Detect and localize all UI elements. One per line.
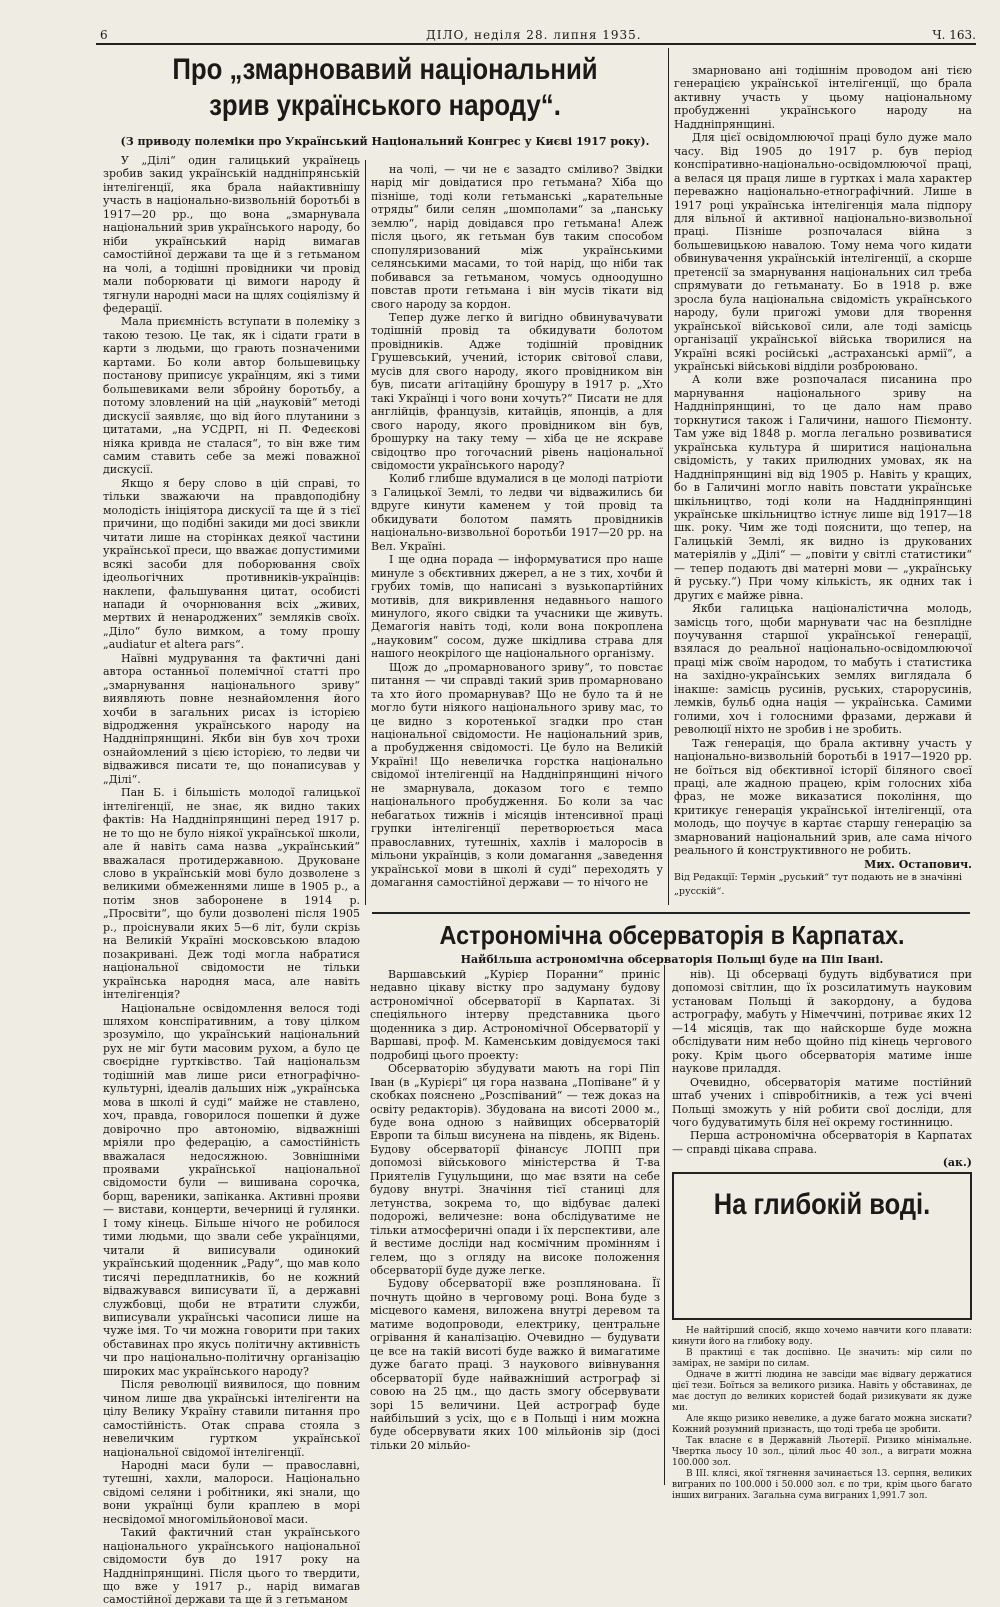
paragraph: Перша астрономічна обсерваторія в Карпатах — справді цікава справа. xyxy=(672,1129,972,1156)
article-column-1 xyxy=(103,154,360,1607)
column-rule xyxy=(668,48,669,905)
column-rule xyxy=(372,912,970,914)
ad-line: Не найтірший спосіб, якщо хочемо навчити кого плавати: кинути його на глибоку воду. xyxy=(672,1326,972,1347)
paragraph: Пан Б. і більшість молодої галицької інтелігенції, не знає, як видно таких фактів: На Наддніпрянщині перед 1917 р. не то що не було ніякої української школи, але й навіть сама назва „український“ вважалася протидержавною. Друковане слово в українській мові було дозволене з великими обмеженнями лише в 1905 р., а потім знов заборонене в 1914 р. „Просвіти“, що були дозволені після 1905 р., проіснували яких 5—6 літ, були скрізь на Великій Україні московською владою позакривані. Деж тоді могла набратися національної свідомости не тільки українська народня маса, але навіть інтелігенція? xyxy=(103,786,360,1002)
astronomy-title: Астрономічна обсерваторія в Карпатах. xyxy=(439,920,905,950)
paragraph: Для цієї освідомлюючої праці було дуже мало часу. Від 1905 до 1917 р. був період конспіративно-національно-освідомлюючої праці, а велася ця праця лише в гуртках і мала характер переважно національно-етнографічний. Лише в 1917 році українська інтелігенція мала підпору для вільної й активної національно-визвольної праці. Пізніше розпочалася війна з большевицькою навалою. Тому нема чого кидати обвинувачення українській інтелігенції, а скорше претенсії за змарнування національних сил треба спрямувати до гетьманату. Бо в 1918 р. вже зросла була національна свідомість українського народу, були пригожі умови для творення української військової сили, але тоді замісць організації української війська творилися на Україні всякі російські „астраханські армії“, а українські військові відділи розброювано. xyxy=(674,131,972,373)
paragraph: І ще одна порада — інформуватися про наше минуле з обєктивних джерел, а не з тих, хочби й грубих томів, що написані з вузькопартійних мотивів, для викривлення недавнього нашого минулого, якого свідки та учасники ще живуть. Демагогія навіть тоді, коли вона покроплена „науковим“ сосом, дуже шкідлива страва для нашого неокрілого ще національного організму. xyxy=(371,553,663,661)
advertisement-text xyxy=(672,1326,972,1502)
advertisement-box xyxy=(672,1172,972,1320)
paragraph: Мала приємність вступати в полеміку з такою тезою. Це так, як і сідати грати в карти з людьми, що грають позначеними картами. Бо коли автор большевицьку постанову приписує українцям, які з тими большевиками вели збройну боротьбу, а потому зловлений на цій „науковій“ методі дискусії заявляє, що від його плутанини з цитатами, „на УСДРП, ні П. Федеєкові ніяка кривда не сталася“, то він вже тим самим ставить себе за межі поважної дискусії. xyxy=(103,315,360,477)
astronomy-subtitle: Найбільша астрономічна обсерваторія Польщі буде на Піп Івані. xyxy=(460,953,884,966)
paragraph: Тепер дуже легко й вигідно обвинувачувати тодішній провід та обкидувати болотом провідників. Адже тодішній провідник Грушевський, учений, історик світової слави, мусів для свого народу, якого провідником він був, писати агітаційну брошуру в 1917 р. „Хто такі Українці і чого вони хочуть?“ Писати не для англійців, французів, китайців, японців, а для свого народу, якого провідником він був, брошурку на таку тему — хіба це не яскраве свідоцтво про тогочасний рівень національної свідомости українського народу? xyxy=(371,310,663,472)
paragraph: Колиб глибше вдумалися в це молоді патріоти з Галицької Землі, то ледви чи відважились би вдруге кинути каменем у той провід та обкидувати болотом память провідників національно-визвольної боротьби 1917—20 рр. на Вел. Україні. xyxy=(371,472,663,553)
paragraph: Обсерваторію збудувати мають на горі Піп Іван (в „Курієрі“ ця гора названа „Попіване“ й у скобках пояснено „Розспіваний“ — теж доказ на освіту редакторів). Збудована на висоті 2000 м., буде вона одною з найвищих обсерваторій Европи та більш висунена на південь, як Відень. Будову обсерваторії фінансує ЛОПП при допомозі військового міністерства й Т-ва Приятелів Гуцульщини, що має взяти на себе будову внутрі. Значіння тієї станиці для летунства, зокрема то, що відбуває далекі подорожі, величезне: вона обслідуватиме не тільки атмосферичні опади і їх перспективи, але й вестиме досліди над космічним промінням і гелем, що з огляду на високе положення обсерваторії буде дуже легке. xyxy=(370,1062,660,1277)
article-column-2 xyxy=(371,163,663,908)
paragraph: Щож до „промарнованого зриву“, то повстає питання — чи справді такий зрив промарновано та хто його промарнував? Що не було та й не могло бути ніякого національного зриву мас, то це видно з коротенької згадки про стан національної свідомости. Не національний зрив, а пробудження свідомості. Це було на Великій Україні! Що невеличка горстка національно свідомої інтелігенції на Наддніпрянщині нічого не змарнувала, доказом того є темпо національного пробудження. Бо коли за час небагатьох тижнів і місяців інтенсивної праці групки інтелігенції перетворюється маса православних, тутешніх, хахлів і малоросів в мільони українців, з коли домагання „заведення української мови в школі й суді“ переходять у домагання самостійної держави — то нічого не xyxy=(371,660,663,890)
astronomy-signature: (ак.) xyxy=(942,1156,972,1170)
paragraph: Наївні мудрування та фактичні дані автора останньої полемічної статті про „змарнування національного зриву“ виявляють повне незнайомлення його хочби в загальних рисах із історією відродження українського народу на Наддніпрянщині. Якби він був хоч трохи ознайомлений з цією історією, то ледви чи відважився писати те, що понаписував у „Ділі“. xyxy=(103,651,360,786)
astronomy-column-2 xyxy=(672,968,972,1168)
paragraph: Після революції виявилося, що повним чином лише два українські інтелігенти на цілу Велику Україну ставили питання про самостійність. Отак справа стояла з невеличким гуртком української національної свідомої інтелігенції. xyxy=(103,1378,360,1459)
ad-line: В практиці є так доспівно. Це значить: мір сили по замірах, не заміри по силам. xyxy=(672,1348,972,1369)
paragraph: У „Ділі“ один галицький українець зробив закид українській наддніпрянській інтелігенції, яка брала найактивнішу участь в національно-визвольній боротьбі в 1917—20 рр., що вона „змарнувала національний зрив українського народу, бо ніби український нарід вимагав самостійної держави та ще й з гетьманом на чолі, а тодішні провідники чи провід мали поборювати ці вимоги народу й тягнули народні маси на щлях соціялізму й федерації. xyxy=(103,154,360,315)
column-rule xyxy=(365,160,366,905)
paragraph: Таж генерація, що брала активну участь у національно-визвольній боротьбі в 1917—1920 рр. не боїться від обєктивної історії біляного своєї праці, але жадною працею, крім голосних хіба фраз, не може виказатися покоління, що критикує генерація української інтелігенції, ота молодь, що поучує в картає старшу генерацію за змарнований національний зрив, але сама нічого реального й конструктивного не робить. xyxy=(674,736,972,858)
editor-note: Від Редакції: Термін „руський“ тут подають не в значінні „русскій“. xyxy=(674,872,963,897)
paragraph: А коли вже розпочалася писанина про марнування національного зриву на Наддніпрянщині, то це дало нам право торкнутися також і Галичини, нашого Піємонту. Там уже від 1848 р. могла легально розвиватися українська культура й ширитися національна свідомість, у таких прилюдних умовах, як на Наддніпрянщині від від 1905 р. Навіть у кращих, бо в Галичині могло навіть повстати українське шкільництво, тоді коли на Наддніпрянщині українське шкільництво істнує лише від 1917—18 шк. року. Чим же тоді пояснити, що тепер, на Галицькій Землі, як видно із друкованих матеріялів у „Ділі“ — „повіти у світлі статистики“ — тепер подають дві матерні мови — „українську й руську.“) При чому кількість, як одних так і других є майже рівна. xyxy=(674,373,972,602)
paragraph: змарновано ані тодішнім проводом ані тією генерацією української інтелігенції, що брала активну участь у цьому національному пробудженні українського народу на Наддніпрянщині. xyxy=(674,64,972,131)
column-rule xyxy=(664,965,665,1485)
masthead: ДІЛО, неділя 28. липня 1935. xyxy=(426,28,642,42)
paragraph: Національне освідомлення велося тоді шляхом конспіративним, а тову цілком зрозуміло, що український національний рух не міг бути масовим рухом, а було це своєрідне гуртківство. Тай національзм тодішній мав лише риси етнографічно-культурні, ідеалів дальших ніж „українська мова в школі й суді“ майже не ставлено, хоч, правда, говорилося пошепки й дуже довірочно про автономію, відважніші мріяли про федерацію, а самостійність вважалася недосяжною. Зовнішніми проявами української національної свідомости були — вишивана сорочка, борщ, вареники, запіканка. Активні прояви — вистави, концерти, вечерниці й гулянки. І тому кінець. Більше нічого не робилося тими людьми, що звали себе українцями, читали й виписували одинокий український щоденник „Раду“, що мав коло тисячі передплатників, бо не кожний відважувався виписувати її, а державні службовці, щоби не втратити служби, виписували українські часописи лише на чуже імя. То чи можна говорити при таких обставинах про якусь політичну активність чи про національно-політичну організацію широких мас українського народу? xyxy=(103,1001,360,1378)
header-rule xyxy=(96,43,976,45)
paragraph: Варшавський „Курієр Поранни“ приніс недавно цікаву вістку про задуману будову астрономічної обсерваторії в Карпатах. Зі спеціяльного інтерву представника цього щоденника з дир. Астрономічної Обсерваторії у Варшаві, проф. М. Каменським довідуємося такі подробиці цього проекту: xyxy=(370,968,660,1062)
ad-line: Так власне є в Державній Льотерії. Ризико мінімальне. Чвертка льосу 10 зол., цілий льос 40 зол., а виграти можна 100.000 зол. xyxy=(672,1436,972,1468)
paragraph: Будову обсерваторії вже розплянована. Її почнуть щойно в черговому році. Вона буде з місцевого каменя, виложена внутрі деревом та матиме водопроводи, електрику, центральне огрівання й каналізацію. Очевидно — будувати це все на такій висоті буде важко й вимагатиме дуже багато праці. З наукового виівнування обсерваторії буде найважніший астрограф зі совою на 25 цм., що дасть змогу обсервувати зорі 15 величини. Цей астрограф буде найбільший з усіх, що є в Польщі і ним можна буде обсервувати яких 100 мільйонів зір (досі тільки 20 мільйо- xyxy=(370,1277,660,1452)
paragraph: нів). Ці обсерваці будуть відбуватися при допомозі світлин, що їх розсилатимуть науковим установам Польщі й закордону, а будова астрографу, мабуть у Німеччині, потриває яких 12—14 місяців, так що найскорше буде можна обслідувати ним небо щойно під кінець чергового року. Крім цього обсерваторія матиме інше наукове приладдя. xyxy=(672,968,972,1076)
page-number: 6 xyxy=(100,28,108,42)
ad-line: Одначе в житті людина не завсіди має відвагу держатися цієї тези. Боїться за великого ризика. Навіть у обставинах, де має доступ до великих користей бодай ризикувати як дуже ми. xyxy=(672,1370,972,1413)
article-subtitle: (З приводу полеміки про Український Національний Конгрес у Києві 1917 року). xyxy=(120,135,650,148)
article-signature: Мих. Остапович. xyxy=(864,857,972,871)
paragraph: Якби галицька націоналістична молодь, замісць того, щоби марнувати час на безплідне поучування старшої української генерації, взялася до реальної національно-освідомлюючої праці між своїм народом, то мабуть і статистика на західно-українських землях виглядала б інакше: замісць русинів, руських, старорусинів, лемків, бульб одна нація — українська. Самими голими, хоч і голосними фразами, держави й революції ніхто не зробив і не зробить. xyxy=(674,602,972,737)
paragraph: Очевидно, обсерваторія матиме постійний штаб учених і співробітників, а теж усі вчені Польщі зможуть у ній робити свої досліди, для чого будуватимуть біля неї окрему гостинницю. xyxy=(672,1075,972,1129)
article-title: Про „змарновавий національний зрив українського народу“. xyxy=(172,53,598,122)
issue-number: Ч. 163. xyxy=(932,28,976,42)
ad-line: В III. кляci, якої тягнення зачинається 13. серпня, великих виграних по 100.000 і 50.000 зол. є по три, крім цього багато інших виграних. Загальна сума виграних 1,991.7 зол. xyxy=(672,1469,972,1501)
page-header xyxy=(96,28,976,42)
ad-line: Але якщо ризико невелике, а дуже багато можна зискати? Кожний розумний признасть, що тоді треба це зробити. xyxy=(672,1414,972,1435)
paragraph: Якщо я беру слово в цій справі, то тільки зважаючи на правдоподібну молодість ініціятора дискусії та ще й з тієї причини, що подібні закиди ми досі звикли читати лише на сторінках деякої частини української преси, що вважає допустимими всякі засоби для поборювання своїх ідеольогічних противників-українців: наклепи, фальшування цитат, особисті напади й очорнювання всіх „живих, мертвих й ненароджених“ земляків своїх. „Діло“ було вимком, а тому прошу „audiatur et altera pars“. xyxy=(103,476,360,652)
article-column-3 xyxy=(674,64,972,910)
advertisement-title: На глибокій воді. xyxy=(713,1188,931,1221)
astronomy-column-1 xyxy=(370,968,660,1485)
paragraph: Народні маси були — православні, тутешні, хахли, малороси. Національно свідомі селяни і робітники, які знали, що вони українці були краплею в морі несвідомої многомільйонової маси. xyxy=(103,1458,360,1526)
paragraph: на чолі, — чи не є зазадто сміливо? Звідки нарід міг довідатися про гетьмана? Хіба що пізніше, тоді коли гетьманські „карательные отряды“ били селян „шомполами“ за „панську землю“, нарід довідався про гетьмана! Алеж після цього, як гетьман був таким способом спопуляризований між українськими селянськими масами, то той нарід, що ніби так побивався за гетьманом, чомусь одноодушно повстав проти гетьмана і він мусів тікати від свого народу за кордон. xyxy=(371,163,663,311)
paragraph: Такий фактичний стан українського національного українського національної свідомости був до 1917 року на Наддніпрянщині. Після цього то твердити, що вже у 1917 р., нарід вимагав самостійної держави та ще й з гетьманом xyxy=(103,1526,360,1607)
